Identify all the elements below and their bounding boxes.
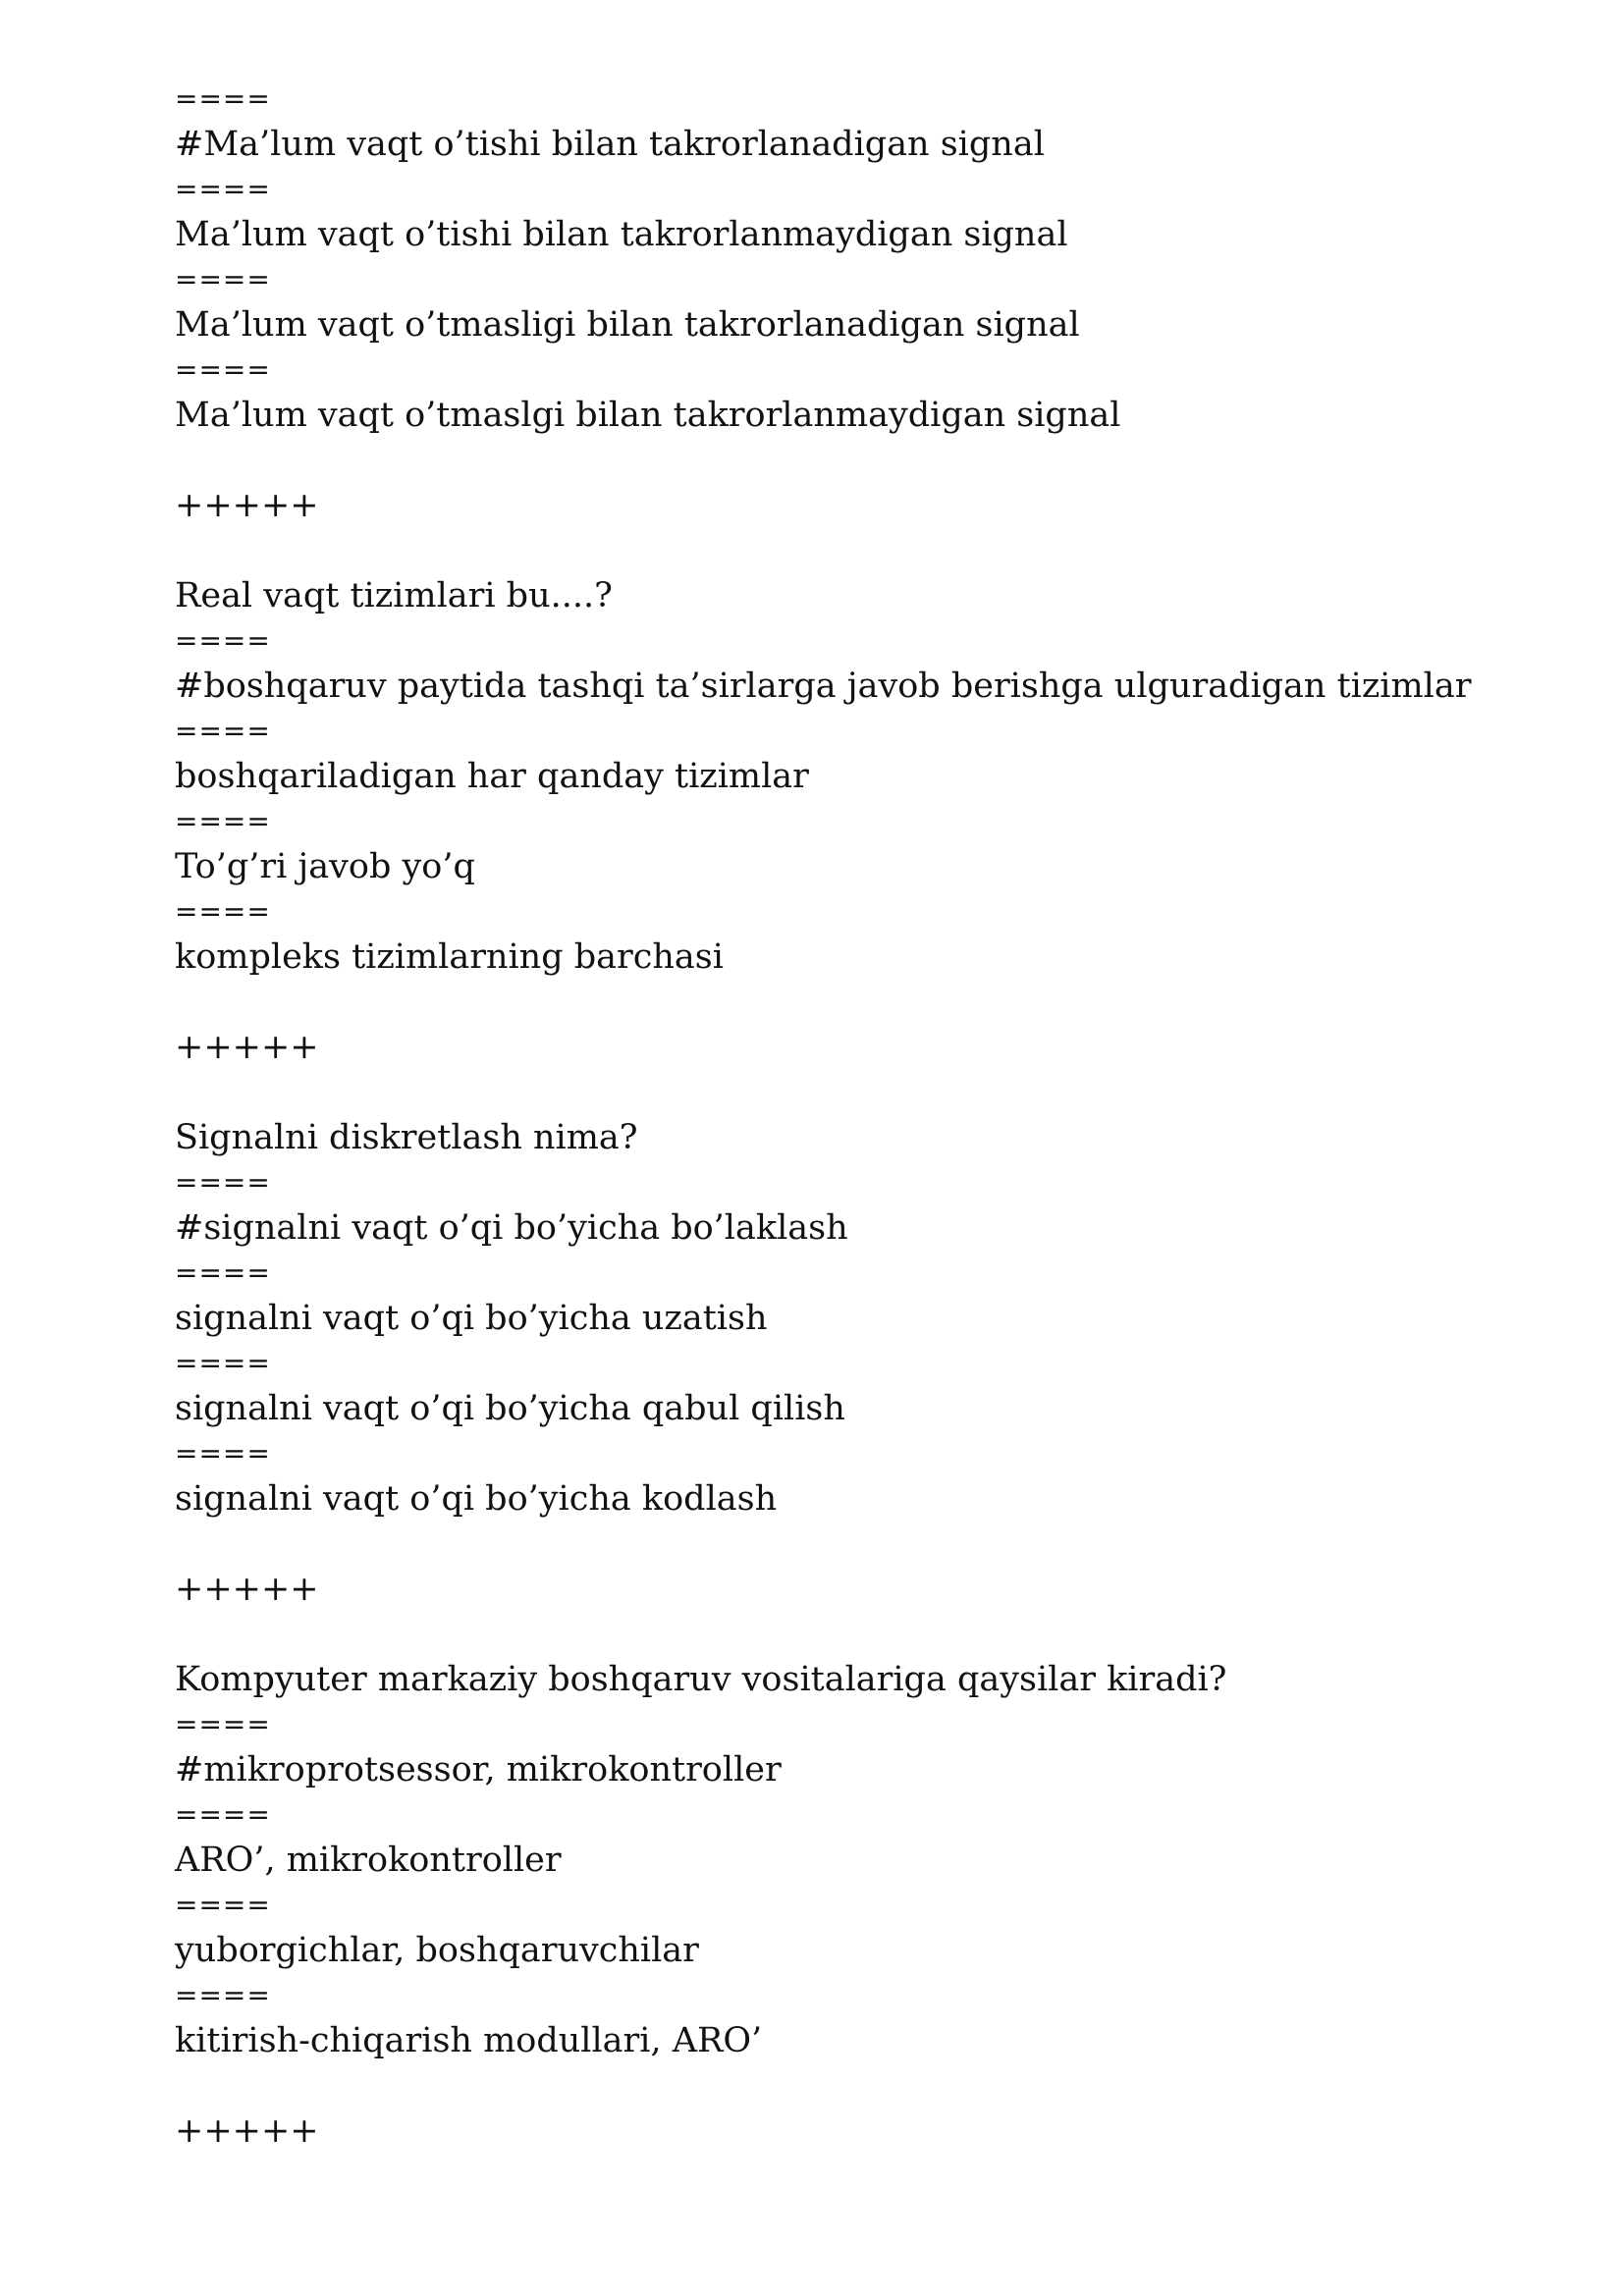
separator: ==== (175, 715, 271, 747)
answer-option: signalni vaqt o’qi bo’yicha uzatish (175, 1299, 768, 1338)
separator: ==== (175, 263, 271, 295)
separator: ==== (175, 1166, 271, 1199)
answer-option: yuborgichlar, boshqaruvchilar (175, 1931, 699, 1970)
answer-option-correct: #signalni vaqt o’qi bo’yicha bo’laklash (175, 1208, 848, 1248)
blank-line (175, 1612, 1490, 1657)
question-block (175, 1115, 1490, 1657)
answer-option: kitirish-chiqarish modullari, ARO’ (175, 2021, 763, 2060)
question-text: Real vaqt tizimlari bu....? (175, 576, 613, 615)
question-block (175, 573, 1490, 1115)
separator: ==== (175, 1798, 271, 1831)
separator: ==== (175, 624, 271, 657)
separator: ==== (175, 1437, 271, 1469)
separator: ==== (175, 173, 271, 205)
separator: ==== (175, 1979, 271, 2011)
blank-line (175, 1070, 1490, 1115)
separator: ==== (175, 895, 271, 928)
question-block (175, 77, 1490, 573)
blank-line (175, 980, 1490, 1025)
answer-option-correct: #boshqaruv paytida tashqi ta’sirlarga javob berishga ulguradigan tizimlar (175, 667, 1472, 706)
answer-option: signalni vaqt o’qi bo’yicha qabul qilish (175, 1389, 845, 1428)
answer-option: signalni vaqt o’qi bo’yicha kodlash (175, 1479, 778, 1519)
answer-option: Ma’lum vaqt o’tishi bilan takrorlanmaydigan signal (175, 215, 1068, 254)
question-block (175, 1657, 1490, 2154)
block-end-marker: +++++ (175, 486, 319, 525)
separator: ==== (175, 1708, 271, 1740)
answer-option-correct: #mikroprotsessor, mikrokontroller (175, 1750, 782, 1789)
answer-option: kompleks tizimlarning barchasi (175, 937, 724, 977)
document-page (175, 77, 1490, 2154)
question-text: Signalni diskretlash nima? (175, 1118, 638, 1157)
answer-option: ARO’, mikrokontroller (175, 1841, 562, 1880)
separator: ==== (175, 353, 271, 386)
separator: ==== (175, 1347, 271, 1379)
answer-option: Ma’lum vaqt o’tmasligi bilan takrorlanadigan signal (175, 305, 1080, 345)
blank-line (175, 528, 1490, 573)
answer-option: boshqariladigan har qanday tizimlar (175, 757, 809, 796)
separator: ==== (175, 805, 271, 837)
answer-option-correct: #Ma’lum vaqt o’tishi bilan takrorlanadigan signal (175, 125, 1045, 164)
answer-option: To’g’ri javob yo’q (175, 847, 475, 886)
block-end-marker: +++++ (175, 1570, 319, 1609)
separator: ==== (175, 82, 271, 115)
separator: ==== (175, 1256, 271, 1289)
answer-option: Ma’lum vaqt o’tmaslgi bilan takrorlanmaydigan signal (175, 396, 1121, 435)
blank-line (175, 1522, 1490, 1567)
blank-line (175, 438, 1490, 483)
separator: ==== (175, 1889, 271, 1921)
question-text: Kompyuter markaziy boshqaruv vositalariga qaysilar kiradi? (175, 1660, 1227, 1699)
block-end-marker: +++++ (175, 2111, 319, 2151)
blank-line (175, 2063, 1490, 2109)
block-end-marker: +++++ (175, 1028, 319, 1067)
